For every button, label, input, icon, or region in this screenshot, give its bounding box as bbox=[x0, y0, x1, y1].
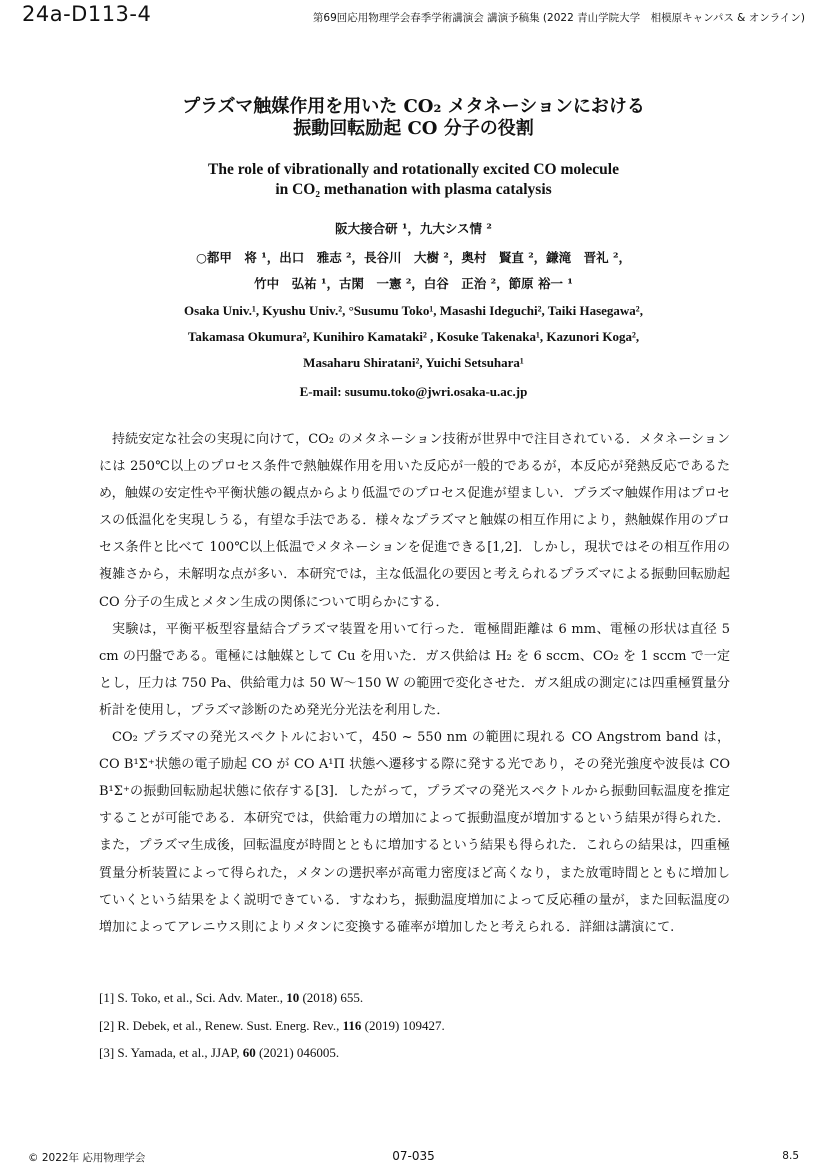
authors-english bbox=[0, 298, 827, 376]
authors-en-line2: Takamasa Okumura², Kunihiro Kamataki² , Kosuke Takenaka¹, Kazunori Koga², bbox=[187, 329, 640, 344]
authors-ja-line1: ○都甲 将 ¹，出口 雅志 ²，長谷川 大樹 ²，奥村 賢直 ²，鎌滝 晋礼 ²， bbox=[195, 250, 632, 265]
affiliations-japanese: 阪大接合研 ¹，九大シス情 ² bbox=[335, 221, 492, 236]
paper-id: 24a-D113-4 bbox=[22, 2, 152, 26]
abstract-body bbox=[99, 426, 730, 941]
authors-japanese bbox=[0, 245, 827, 297]
proceedings-header: 第69回応用物理学会春季学術講演会 講演予稿集 (2022 青山学院大学 相模原キャンパス & オンライン) bbox=[312, 12, 805, 24]
footer-copyright: © 2022年 応用物理学会 bbox=[28, 1152, 146, 1164]
authors-ja-line2: 竹中 弘祐 ¹，古閑 一憲 ²，白谷 正治 ²，節原 裕一 ¹ bbox=[254, 276, 573, 291]
footer-version: 8.5 bbox=[782, 1150, 799, 1162]
reference-item: [1] S. Toko, et al., Sci. Adv. Mater., 10 (2018) 655. bbox=[99, 990, 364, 1005]
body-paragraph-3: CO₂ プラズマの発光スペクトルにおいて，450 ~ 550 nm の範囲に現れる CO Angstrom band は，CO B¹Σ⁺状態の電子励起 CO が CO A¹Π 状態へ遷移する際に発する光であり，その発光強度や波長は CO B¹Σ⁺の振動回転励起状態に依存する[3]．したがって，プラズマの発光スペクトルから振動回転温度を推定することが可能である．本研究では，供給電力の増加によって振動温度が増加するという結果が得られた．また，プラズマ生成後，回転温度が時間とともに増加するという結果も得られた．これらの結果は，四重極質量分析装置によって得られた，メタンの選択率が高電力密度ほど高くなり，また放電時間とともに増加していくという結果をよく説明できている．すなわち，振動温度増加によって反応種の量が，また回転温度の増加によってアレニウス則によりメタンに変換する確率が増加したと考えられる．詳細は講演にて. bbox=[99, 730, 730, 935]
title-japanese bbox=[0, 96, 827, 140]
references-list bbox=[99, 984, 730, 1067]
reference-item: [2] R. Debek, et al., Renew. Sust. Energ. Rev., 116 (2019) 109427. bbox=[99, 1017, 445, 1033]
title-en-line2: in CO₂ methanation with plasma catalysis bbox=[275, 181, 552, 198]
reference-item: [3] S. Yamada, et al., JJAP, 60 (2021) 046005. bbox=[99, 1045, 340, 1060]
body-paragraph-2: 実験は，平衡平板型容量結合プラズマ装置を用いて行った．電極間距離は 6 mm、電極の形状は直径 5 cm の円盤である。電極には触媒として Cu を用いた．ガス供給は H₂ を 6 sccm、CO₂ を 1 sccm で一定とし，圧力は 750 Pa、供給電力は 50 W～150 W の範囲で変化させた．ガス組成の測定には四重極質量分析計を使用し，プラズマ診断のため発光分光法を利用した． bbox=[99, 621, 730, 718]
footer-page-number: 07-035 bbox=[392, 1149, 435, 1163]
contact-email: E-mail: susumu.toko@jwri.osaka-u.ac.jp bbox=[299, 384, 528, 399]
title-english bbox=[0, 160, 827, 200]
title-en-line1: The role of vibrationally and rotationally excited CO molecule bbox=[207, 161, 619, 178]
body-paragraph-1: 持続安定な社会の実現に向けて，CO₂ のメタネーション技術が世界中で注目されている．メタネーションには 250℃以上のプロセス条件で熱触媒作用を用いた反応が一般的であるが，本反応が発熱反応であるため，触媒の安定性や平衡状態の観点からより低温でのプロセス促進が望ましい．プラズマ触媒作用はプロセスの低温化を実現しうる，有望な手法である．様々なプラズマと触媒の相互作用により，熱触媒作用のプロセス条件と比べて 100℃以上低温でメタネーションを促進できる[1,2]．しかし，現状ではその相互作用の複雑さから，未解明な点が多い．本研究では，主な低温化の要因と考えられるプラズマによる振動回転励起 CO 分子の生成とメタン生成の関係について明らかにする． bbox=[99, 432, 730, 610]
title-ja-line1: プラズマ触媒作用を用いた CO₂ メタネーションにおける bbox=[182, 96, 645, 117]
authors-en-line3: Masaharu Shiratani², Yuichi Setsuhara¹ bbox=[303, 355, 524, 370]
authors-en-line1: Osaka Univ.¹, Kyushu Univ.², °Susumu Toko¹, Masashi Ideguchi², Taiki Hasegawa², bbox=[184, 303, 643, 318]
title-ja-line2: 振動回転励起 CO 分子の役割 bbox=[293, 118, 534, 139]
